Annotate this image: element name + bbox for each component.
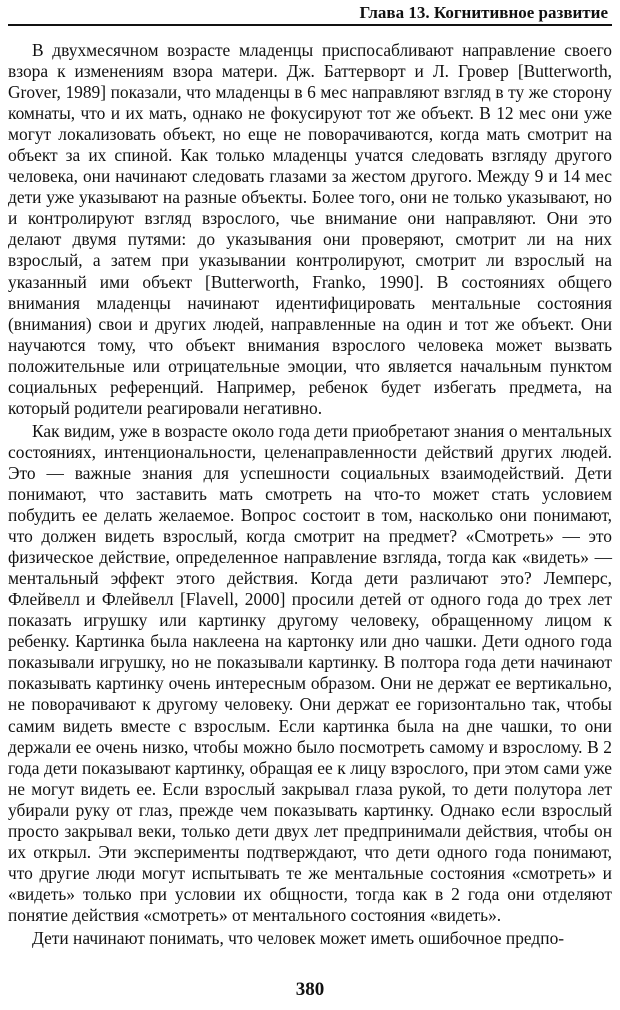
chapter-title: Глава 13. Когнитивное развитие: [359, 3, 608, 22]
page-number: 380: [295, 979, 325, 1000]
paragraph-1: В двухмесячном возрасте младенцы приспосабливают направление своего взора к изменениям взора матери. Дж. Баттерворт и Л. Гровер [Butterworth, Grover, 1989] показали, что младенцы в 6 мес направляют взгляд в ту же сторону комнаты, что и их мать, однако не фокусируют тот же объект. В 12 мес они уже могут локализовать объект, но еще не поворачиваются, когда мать смотрит на объект за их спиной. Как только младенцы учатся следовать взгляду другого человека, они начинают следовать глазами за жестом другого. Между 9 и 14 мес дети уже указывают на разные объекты. Более того, они не только указывают, но и контролируют взгляд взрослого, чье внимание они направляют. Они это делают двумя путями: до указывания они проверяют, смотрит ли на них взрослый, а затем при указывании контролируют, смотрит ли взрослый на указанный ими объект [Butterworth, Franko, 1990]. В состояниях общего внимания младенцы начинают идентифицировать ментальные состояния (внимания) свои и других людей, направленные на один и тот же объект. Они научаются тому, что объект внимания взрослого человека может вызвать положительные или отрицательные эмоции, что является начальным пунктом социальных референций. Например, ребенок будет избегать предмета, на который родители реагировали негативно.: [8, 40, 612, 418]
page-text: [8, 40, 612, 951]
paragraph-3: Дети начинают понимать, что человек может иметь ошибочное предпо-: [32, 927, 565, 948]
paragraph-2: Как видим, уже в возрасте около года дети приобретают знания о ментальных состояниях, интенциональности, целенаправленности действий других людей. Это — важные знания для успешности социальных взаимодействий. Дети понимают, что заставить мать смотреть на что-то может стать условием побудить ее делать желаемое. Вопрос состоит в том, насколько они понимают, что должен видеть взрослый, когда смотрит на предмет? «Смотреть» — это физическое действие, определенное направление взгляда, тогда как «видеть» — ментальный эффект этого действия. Когда дети различают это? Лемперс, Флейвелл и Флейвелл [Flavell, 2000] просили детей от одного года до трех лет показать игрушку или картинку другому человеку, обращенному лицом к ребенку. Картинка была наклеена на картонку или дно чашки. Дети одного года показывали игрушку, но не показывали картинку. В полтора года дети начинают показывать картинку очень интересным образом. Они не держат ее вертикально, не поворачивают к другому человеку. Они держат ее горизонтально так, чтобы самим видеть вместе с взрослым. Если картинка была на дне чашки, то они держали ее очень низко, чтобы можно было посмотреть самому и взрослому. В 2 года дети показывают картинку, обращая ее к лицу взрослого, при этом сами уже не могут видеть ее. Если взрослый закрывал глаза рукой, то дети полутора лет убирали руку от глаз, прежде чем показывать картинку. Однако если взрослый просто закрывал веки, только дети двух лет предпринимали действия, чтобы он их открыл. Эти эксперименты подтверждают, что дети одного года понимают, что другие люди могут испытывать те же ментальные состояния «смотреть» и «видеть» только при условии их общности, тогда как в 2 года они отделяют понятие действия «смотреть» от ментального состояния «видеть».: [8, 420, 612, 925]
running-head: [8, 2, 612, 26]
